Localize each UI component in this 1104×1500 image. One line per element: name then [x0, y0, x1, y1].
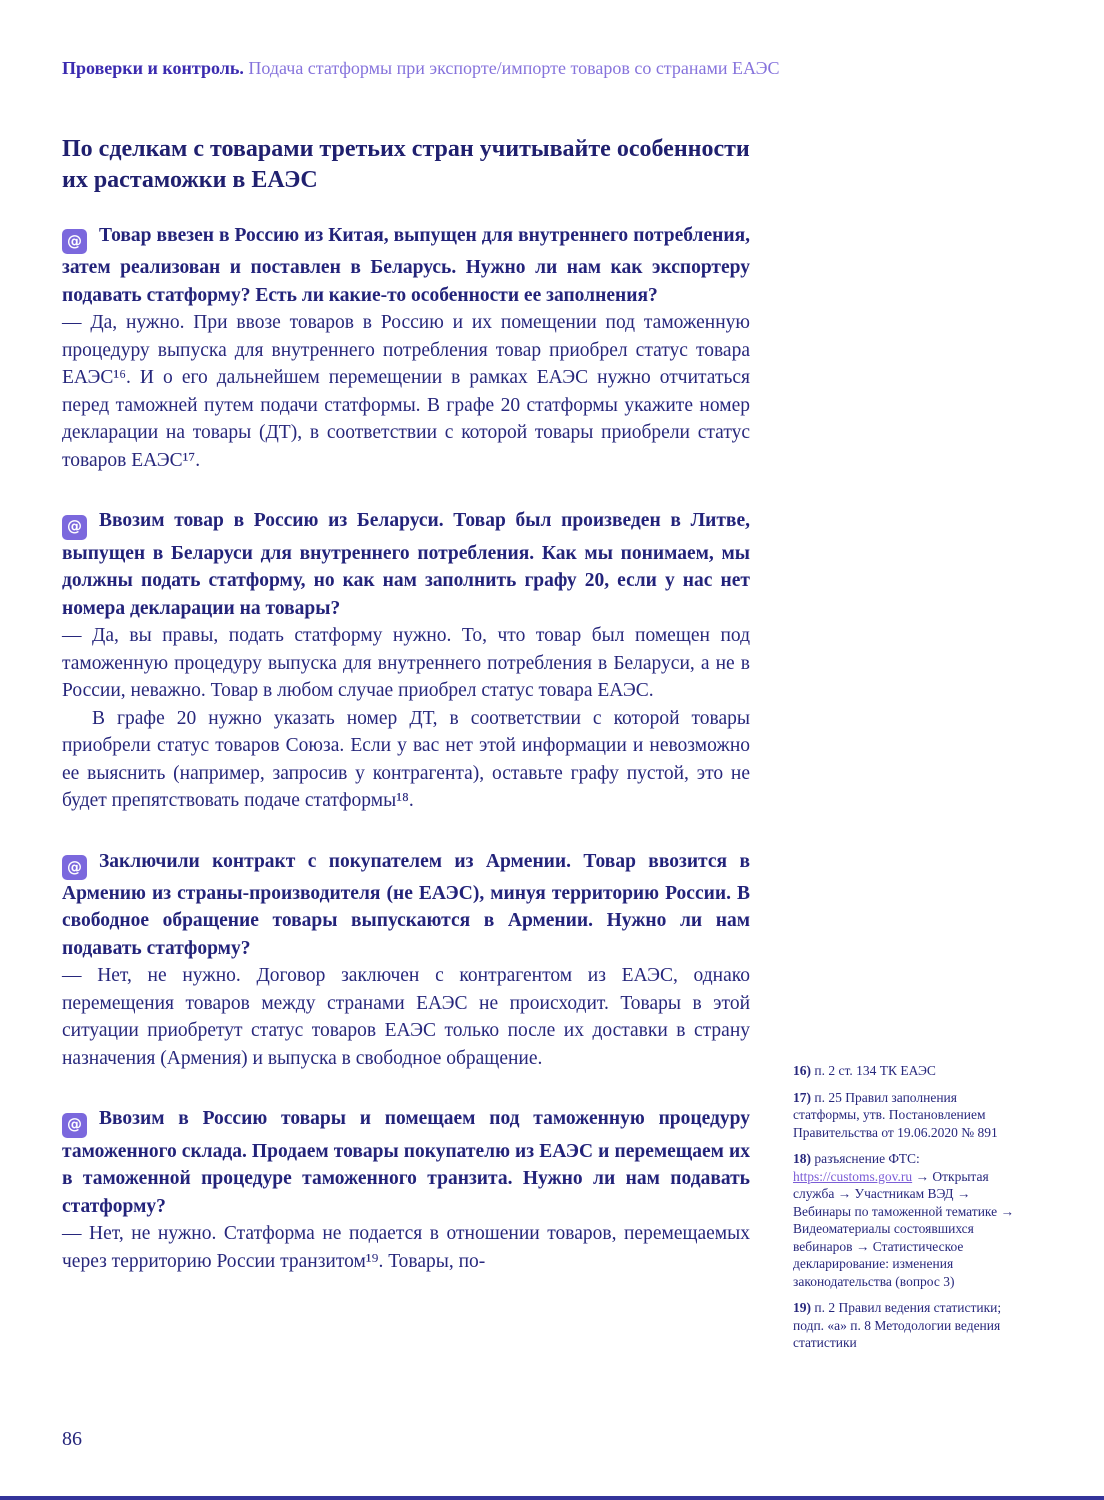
- page-number: 86: [62, 1428, 82, 1450]
- answer-paragraph: — Нет, не нужно. Договор заключен с контрагентом из ЕАЭС, однако перемещения товаров между странами ЕАЭС не происходит. Товары в этой ситуации приобретут статус товаров ЕАЭС только после их доставки в страну назначения (Армения) и выпуска в свободное обращение.: [62, 965, 750, 1069]
- question: [62, 848, 750, 963]
- question-text: Товар ввезен в Россию из Китая, выпущен для внутреннего потребления, затем реализован и поставлен в Беларусь. Нужно ли нам как экспортеру подавать статформу? Есть ли какие-то особенности ее заполнения?: [62, 225, 750, 306]
- footnote-19: [793, 1299, 1015, 1352]
- bottom-rule: [0, 1496, 1104, 1500]
- footnote-number: 19): [793, 1300, 811, 1315]
- footnote-16: [793, 1062, 1015, 1080]
- qa-block-belarus: [62, 507, 750, 814]
- footnote-text: п. 25 Правил заполнения статформы, утв. Постановлением Правительства от 19.06.2020 № 891: [793, 1089, 998, 1140]
- footnote-text: → Открытая служба → Участникам ВЭД → Вебинары по таможенной тематике → Видеоматериалы состоявшихся вебинаров → Статистическое декларирование: изменения законодательства (вопрос 3): [793, 1168, 1015, 1289]
- article-topic: Подача статформы при экспорте/импорте товаров со странами ЕАЭС: [248, 58, 780, 78]
- qa-block-transit: [62, 1105, 750, 1275]
- qa-block-armenia: [62, 848, 750, 1073]
- question-text: Ввозим товар в Россию из Беларуси. Товар был произведен в Литве, выпущен в Беларуси для внутреннего потребления. Как мы понимаем, мы должны подать статформу, но как нам заполнить графу 20, если у нас нет номера декларации на товары?: [62, 510, 750, 619]
- answer-paragraph: — Нет, не нужно. Статформа не подается в отношении товаров, перемещаемых через территорию России транзитом¹⁹. Товары, по-: [62, 1223, 750, 1272]
- running-header: [62, 56, 1052, 80]
- question-at-icon: @: [62, 229, 87, 254]
- question: [62, 222, 750, 309]
- question-at-icon: @: [62, 515, 87, 540]
- question: [62, 1105, 750, 1220]
- footnote-18: [793, 1150, 1015, 1290]
- footnote-number: 16): [793, 1063, 811, 1078]
- customs-gov-link[interactable]: https://customs.gov.ru: [793, 1168, 913, 1184]
- qa-block-china: [62, 222, 750, 474]
- answer-paragraph: В графе 20 нужно указать номер ДТ, в соответствии с которой товары приобрели статус товаров Союза. Если у вас нет этой информации и невозможно ее выяснить (например, запросив у контрагента), оставьте графу пустой, это не будет препятствовать подаче статформы¹⁸.: [62, 707, 750, 811]
- footnotes-sidebar: [793, 1062, 1015, 1361]
- footnote-text: п. 2 Правил ведения статистики; подп. «а» п. 8 Методологии ведения статистики: [793, 1300, 1002, 1350]
- question-text: Заключили контракт с покупателем из Армении. Товар ввозится в Армению из страны-производителя (не ЕАЭС), минуя территорию России. В свободное обращение товары выпускаются в Армении. Нужно ли нам подавать статформу?: [62, 850, 750, 959]
- question-at-icon: @: [62, 855, 87, 880]
- question: [62, 507, 750, 622]
- question-text: Ввозим в Россию товары и помещаем под таможенную процедуру таможенного склада. Продаем товары покупателю из ЕАЭС и перемещаем их в таможенной процедуре таможенного транзита. Нужно ли нам подавать статформу?: [62, 1108, 750, 1217]
- footnote-text: разъяснение ФТС:: [814, 1151, 920, 1166]
- answer-paragraph: — Да, вы правы, подать статформу нужно. То, что товар был помещен под таможенную процедуру выпуска для внутреннего потребления в Беларуси, а не в России, неважно. Товар в любом случае приобрел статус товара ЕАЭС.: [62, 625, 750, 701]
- footnote-17: [793, 1089, 1015, 1142]
- answer-paragraph: — Да, нужно. При ввозе товаров в Россию и их помещении под таможенную процедуру выпуска для внутреннего потребления товар приобрел статус товара ЕАЭС¹⁶. И о его дальнейшем перемещении в рамках ЕАЭС нужно отчитаться перед таможней путем подачи статформы. В графе 20 статформы укажите номер декларации на товары (ДТ), в соответствии с которой товары приобрели статус товаров ЕАЭС¹⁷.: [62, 312, 750, 471]
- footnote-number: 18): [793, 1151, 811, 1166]
- article-title: По сделкам с товарами третьих стран учитывайте особенности их растаможки в ЕАЭС: [62, 136, 750, 193]
- article-body: [62, 134, 750, 1308]
- section-name: Проверки и контроль.: [62, 58, 244, 78]
- question-at-icon: @: [62, 1113, 87, 1138]
- footnote-number: 17): [793, 1089, 811, 1105]
- footnote-text: п. 2 ст. 134 ТК ЕАЭС: [814, 1063, 936, 1078]
